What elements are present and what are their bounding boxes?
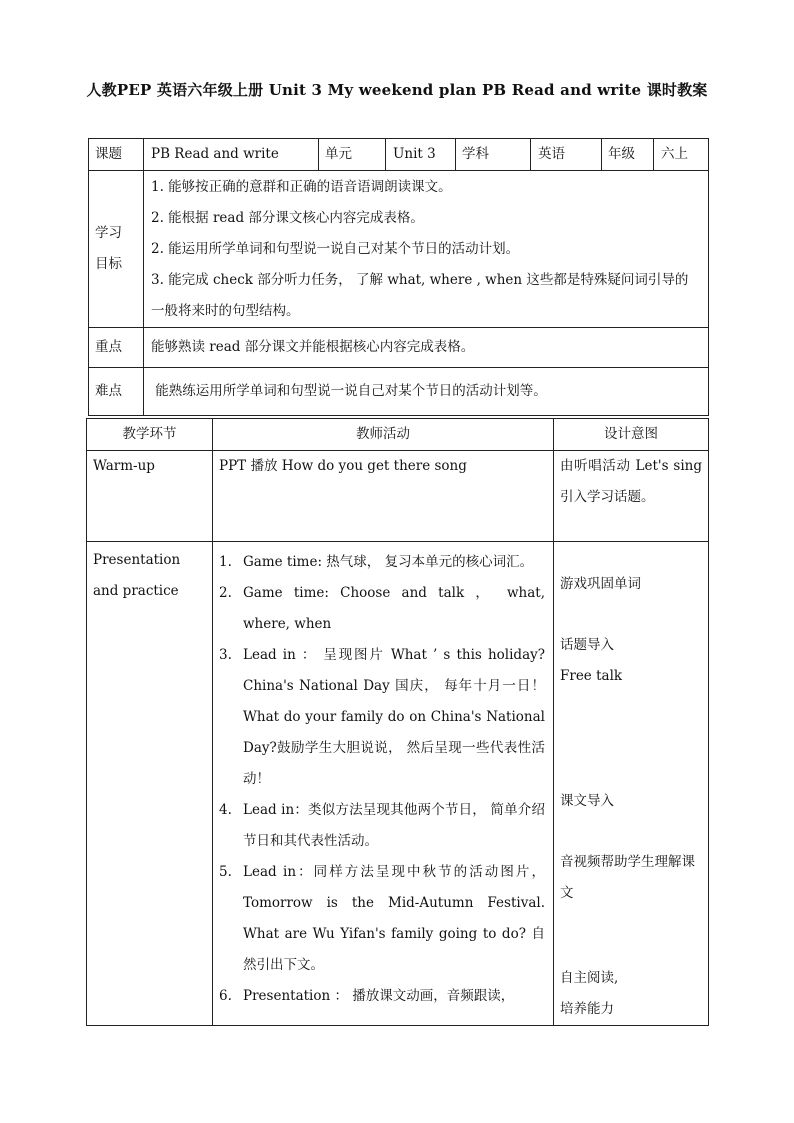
- step-text: Lead in：同样方法呈现中秋节的活动图片，Tomorrow is the Mid-Autumn Festival. What are Wu Yifan's family going to do? 自然引出下文。: [243, 864, 545, 973]
- objective-item: 3. 能完成 check 部分听力任务， 了解 what, where , when 这些都是特殊疑问词引导的一般将来时的句型结构。: [151, 272, 689, 319]
- value-topic: PB Read and write: [144, 139, 319, 171]
- key-point-text: 能够熟读 read 部分课文并能根据核心内容完成表格。: [144, 328, 709, 368]
- intent-presentation: [554, 542, 709, 1026]
- intent-item: Free talk: [560, 668, 623, 684]
- objective-item: 2. 能根据 read 部分课文核心内容完成表格。: [151, 210, 424, 226]
- plan-row-presentation: [87, 542, 709, 1026]
- lesson-info-table: [88, 138, 709, 416]
- header-teacher-activity: 教师活动: [213, 419, 554, 451]
- header-stage: 教学环节: [87, 419, 213, 451]
- stage-presentation: Presentation and practice: [87, 542, 213, 1026]
- label-subject: 学科: [456, 139, 531, 171]
- intent-item: 自主阅读,: [560, 970, 619, 986]
- step-number: 4.: [219, 802, 232, 818]
- teaching-plan-table: [86, 418, 709, 1026]
- step-item: [219, 640, 547, 795]
- info-row-objectives: [89, 171, 709, 328]
- step-item: [219, 547, 547, 578]
- step-number: 2.: [219, 585, 232, 601]
- label-grade: 年级: [602, 139, 654, 171]
- step-item: [219, 795, 547, 857]
- label-key-point: 重点: [89, 328, 144, 368]
- label-objectives: [89, 171, 144, 328]
- objective-item: 1. 能够按正确的意群和正确的语音语调朗读课文。: [151, 179, 452, 195]
- intent-item: 课文导入: [560, 793, 614, 809]
- step-number: 3.: [219, 647, 232, 663]
- info-row-key: [89, 328, 709, 368]
- plan-header-row: [87, 419, 709, 451]
- step-text: Game time: 热气球， 复习本单元的核心词汇。: [243, 554, 534, 570]
- step-text: Lead in：类似方法呈现其他两个节日， 简单介绍节日和其代表性活动。: [243, 802, 545, 849]
- activity-presentation: [213, 542, 554, 1026]
- activity-warmup: PPT 播放 How do you get there song: [213, 451, 554, 542]
- label-unit: 单元: [319, 139, 386, 171]
- step-item: [219, 981, 547, 1012]
- difficulty-text: 能熟练运用所学单词和句型说一说自己对某个节日的活动计划等。: [144, 368, 709, 416]
- label-topic: 课题: [89, 139, 144, 171]
- label-difficulty: 难点: [89, 368, 144, 416]
- intent-item: 话题导入: [560, 637, 614, 653]
- step-item: [219, 578, 547, 640]
- step-number: 6.: [219, 988, 232, 1004]
- step-text: Lead in ： 呈现图片 What ’ s this holiday?China's National Day 国庆， 每年十月一日！ What do your family do on China's National Day?鼓励学生大胆说说， 然后呈现一些代表性活动！: [243, 647, 545, 787]
- intent-item: 培养能力: [560, 1001, 614, 1017]
- page-title: 人教PEP 英语六年级上册 Unit 3 My weekend plan PB Read and write 课时教案: [86, 81, 708, 99]
- info-row-difficulty: [89, 368, 709, 416]
- label-objectives-line1: 学习: [95, 225, 122, 241]
- plan-row-warmup: [87, 451, 709, 542]
- step-text: Game time: Choose and talk ， what, where, when: [243, 585, 545, 632]
- step-item: [219, 857, 547, 981]
- label-objectives-line2: 目标: [95, 256, 122, 272]
- stage-warmup: Warm-up: [87, 451, 213, 542]
- steps-list: [219, 545, 547, 1012]
- objective-item: 2. 能运用所学单词和句型说一说自己对某个节日的活动计划。: [151, 241, 520, 257]
- intent-warmup: 由听唱活动 Let's sing 引入学习话题。: [554, 451, 709, 542]
- objectives-cell: [144, 171, 709, 328]
- step-number: 5.: [219, 864, 232, 880]
- info-row-basic: [89, 139, 709, 171]
- step-number: 1.: [219, 554, 232, 570]
- header-design-intent: 设计意图: [554, 419, 709, 451]
- intent-item: 音视频帮助学生理解课文: [560, 854, 695, 901]
- intent-item: 游戏巩固单词: [560, 576, 641, 592]
- value-grade: 六上: [654, 139, 709, 171]
- step-text: Presentation ： 播放课文动画，音频跟读，: [243, 988, 515, 1004]
- value-subject: 英语: [531, 139, 602, 171]
- value-unit: Unit 3: [386, 139, 456, 171]
